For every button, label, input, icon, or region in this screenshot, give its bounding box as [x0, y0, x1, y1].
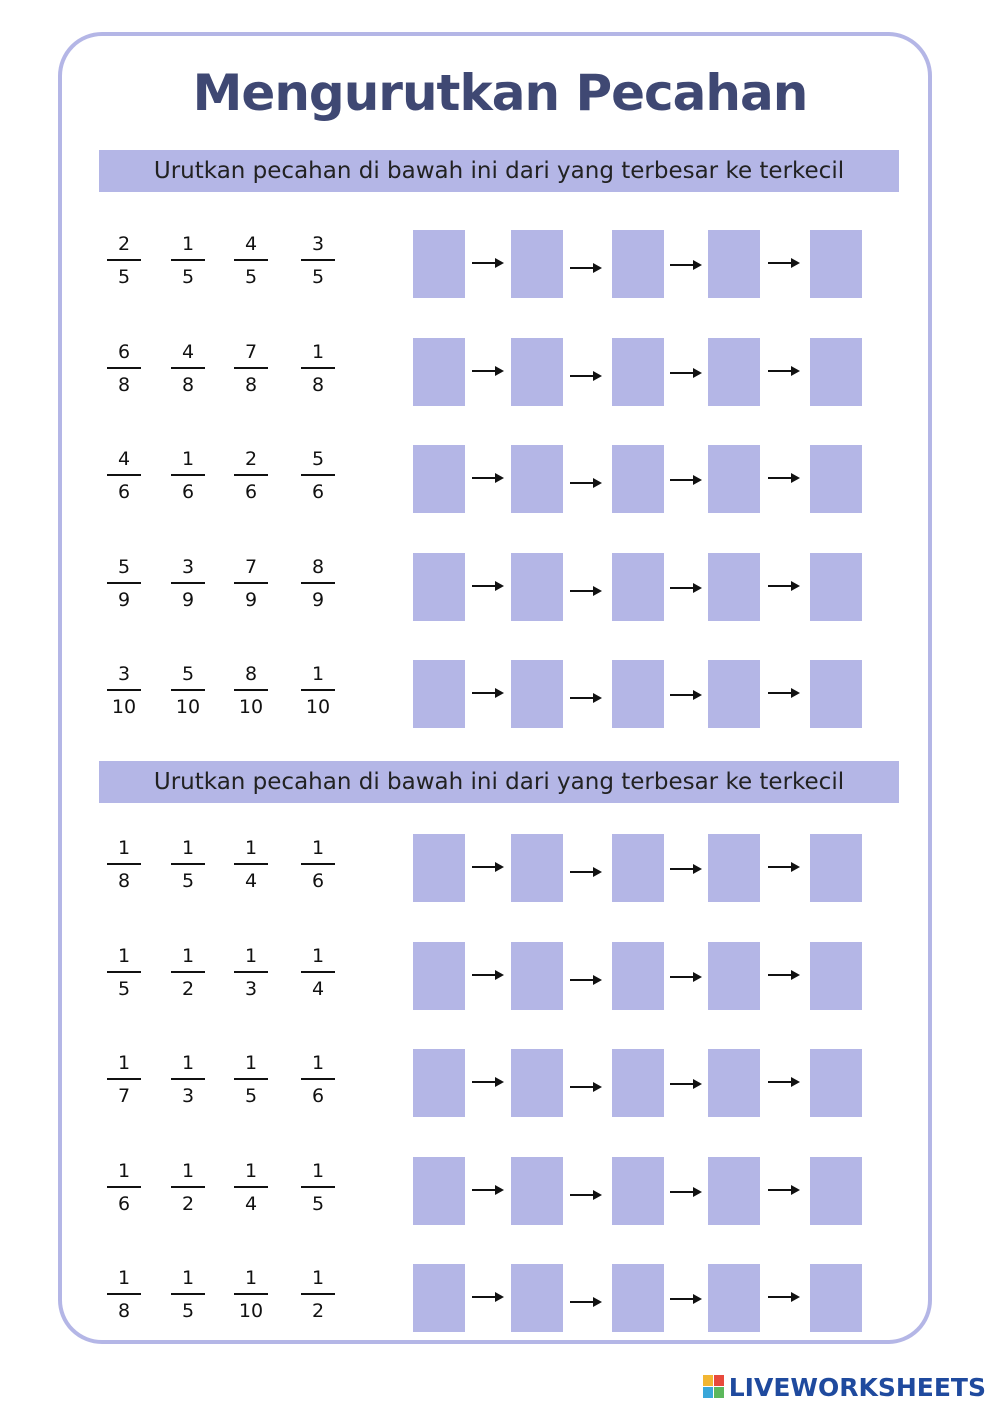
fraction-denominator: 8 [244, 374, 258, 396]
fraction-numerator: 8 [244, 663, 258, 685]
answer-box[interactable] [413, 338, 465, 406]
fraction-bar [171, 582, 205, 584]
fraction-denominator: 3 [244, 978, 258, 1000]
fraction-bar [301, 582, 335, 584]
arrow-right-icon [569, 974, 603, 986]
arrow-right-icon [669, 1078, 703, 1090]
fraction-bar [301, 1293, 335, 1295]
liveworksheets-logo [703, 1372, 986, 1402]
answer-box[interactable] [413, 660, 465, 728]
fraction [107, 555, 141, 612]
fraction [171, 1051, 205, 1108]
arrow-right-icon [669, 474, 703, 486]
fraction-denominator: 4 [244, 870, 258, 892]
answer-box[interactable] [708, 553, 760, 621]
answer-box[interactable] [708, 1264, 760, 1332]
fraction-bar [234, 259, 268, 261]
answer-box[interactable] [511, 338, 563, 406]
fraction-denominator: 2 [181, 1193, 195, 1215]
answer-box[interactable] [810, 660, 862, 728]
fraction-denominator: 9 [181, 589, 195, 611]
answer-box[interactable] [511, 230, 563, 298]
arrow-right-icon [767, 687, 801, 699]
fraction-numerator: 1 [244, 837, 258, 859]
answer-box[interactable] [612, 1264, 664, 1332]
arrow-right-icon [471, 969, 505, 981]
fraction-numerator: 1 [181, 945, 195, 967]
arrow-right-icon [569, 866, 603, 878]
fraction-denominator: 5 [244, 266, 258, 288]
fraction [234, 340, 268, 397]
fraction-bar [171, 863, 205, 865]
fraction-bar [171, 1078, 205, 1080]
answer-box[interactable] [511, 660, 563, 728]
fraction-denominator: 5 [311, 1193, 325, 1215]
fraction [301, 447, 335, 504]
fraction [171, 1159, 205, 1216]
fraction-numerator: 1 [244, 1160, 258, 1182]
fraction-bar [301, 474, 335, 476]
fraction-bar [107, 971, 141, 973]
fraction-denominator: 6 [117, 481, 131, 503]
fraction-numerator: 1 [117, 837, 131, 859]
fraction [171, 836, 205, 893]
fraction-bar [234, 1293, 268, 1295]
fraction-denominator: 6 [181, 481, 195, 503]
fraction [234, 944, 268, 1001]
page-title: Mengurutkan Pecahan [192, 64, 808, 122]
fraction [171, 555, 205, 612]
fraction [234, 1051, 268, 1108]
answer-box[interactable] [413, 1049, 465, 1117]
answer-box[interactable] [708, 660, 760, 728]
fraction-numerator: 1 [311, 1160, 325, 1182]
answer-box[interactable] [810, 1049, 862, 1117]
answer-box[interactable] [810, 1157, 862, 1225]
answer-box[interactable] [413, 1157, 465, 1225]
fraction-denominator: 3 [181, 1085, 195, 1107]
fraction-numerator: 1 [117, 1160, 131, 1182]
fraction-denominator: 8 [117, 870, 131, 892]
fraction-numerator: 5 [181, 663, 195, 685]
fraction-denominator: 5 [117, 266, 131, 288]
fraction-bar [234, 971, 268, 973]
arrow-right-icon [669, 971, 703, 983]
fraction [301, 340, 335, 397]
fraction [234, 1266, 268, 1323]
answer-box[interactable] [413, 230, 465, 298]
fraction [234, 662, 268, 719]
fraction-bar [234, 474, 268, 476]
fraction-numerator: 7 [244, 341, 258, 363]
answer-box[interactable] [708, 230, 760, 298]
arrow-right-icon [669, 1293, 703, 1305]
fraction-numerator: 3 [311, 233, 325, 255]
arrow-right-icon [471, 861, 505, 873]
fraction [301, 1159, 335, 1216]
arrow-right-icon [569, 262, 603, 274]
fraction [234, 836, 268, 893]
fraction [301, 232, 335, 289]
fraction-denominator: 5 [244, 1085, 258, 1107]
fraction-denominator: 10 [238, 696, 264, 718]
answer-box[interactable] [612, 1049, 664, 1117]
arrow-right-icon [569, 692, 603, 704]
arrow-right-icon [471, 687, 505, 699]
arrow-right-icon [669, 367, 703, 379]
fraction-bar [234, 689, 268, 691]
arrow-right-icon [767, 861, 801, 873]
fraction-bar [171, 474, 205, 476]
fraction-denominator: 8 [117, 1300, 131, 1322]
fraction-numerator: 1 [181, 448, 195, 470]
fraction-numerator: 7 [244, 556, 258, 578]
fraction-numerator: 1 [311, 837, 325, 859]
fraction-bar [107, 689, 141, 691]
fraction-numerator: 1 [181, 1160, 195, 1182]
arrow-right-icon [569, 585, 603, 597]
fraction-numerator: 1 [311, 341, 325, 363]
fraction-numerator: 5 [117, 556, 131, 578]
answer-box[interactable] [810, 553, 862, 621]
fraction [107, 836, 141, 893]
answer-box[interactable] [810, 338, 862, 406]
fraction-numerator: 2 [244, 448, 258, 470]
fraction [107, 944, 141, 1001]
fraction-bar [301, 367, 335, 369]
fraction-numerator: 1 [181, 1052, 195, 1074]
arrow-right-icon [471, 365, 505, 377]
fraction-numerator: 3 [181, 556, 195, 578]
answer-box[interactable] [708, 1049, 760, 1117]
arrow-right-icon [767, 365, 801, 377]
fraction-denominator: 10 [175, 696, 201, 718]
arrow-right-icon [767, 472, 801, 484]
arrow-right-icon [767, 1291, 801, 1303]
answer-box[interactable] [511, 1157, 563, 1225]
fraction [234, 447, 268, 504]
answer-box[interactable] [810, 942, 862, 1010]
fraction-denominator: 8 [117, 374, 131, 396]
fraction-numerator: 2 [117, 233, 131, 255]
answer-box[interactable] [810, 834, 862, 902]
fraction-denominator: 4 [244, 1193, 258, 1215]
fraction-denominator: 6 [311, 870, 325, 892]
fraction-bar [107, 582, 141, 584]
fraction-denominator: 5 [311, 266, 325, 288]
fraction-numerator: 5 [311, 448, 325, 470]
answer-box[interactable] [511, 1264, 563, 1332]
fraction-bar [171, 1186, 205, 1188]
answer-box[interactable] [511, 942, 563, 1010]
answer-box[interactable] [612, 1157, 664, 1225]
fraction-bar [301, 1186, 335, 1188]
fraction [234, 232, 268, 289]
fraction-numerator: 8 [311, 556, 325, 578]
fraction-numerator: 4 [181, 341, 195, 363]
fraction-bar [301, 1078, 335, 1080]
fraction-bar [301, 259, 335, 261]
answer-box[interactable] [612, 660, 664, 728]
fraction [171, 662, 205, 719]
arrow-right-icon [669, 689, 703, 701]
answer-box[interactable] [612, 553, 664, 621]
arrow-right-icon [471, 257, 505, 269]
fraction [301, 944, 335, 1001]
fraction-numerator: 1 [117, 1267, 131, 1289]
fraction-bar [107, 259, 141, 261]
fraction [301, 836, 335, 893]
arrow-right-icon [569, 1081, 603, 1093]
liveworksheets-logo-text: LIVEWORKSHEETS [728, 1372, 986, 1402]
fraction [301, 1266, 335, 1323]
fraction-denominator: 5 [181, 266, 195, 288]
fraction [301, 1051, 335, 1108]
fraction [107, 232, 141, 289]
answer-box[interactable] [810, 1264, 862, 1332]
fraction [107, 447, 141, 504]
arrow-right-icon [471, 1291, 505, 1303]
fraction-denominator: 6 [311, 481, 325, 503]
fraction-denominator: 6 [311, 1085, 325, 1107]
fraction-denominator: 4 [311, 978, 325, 1000]
fraction-bar [234, 863, 268, 865]
arrow-right-icon [669, 259, 703, 271]
arrow-right-icon [767, 580, 801, 592]
fraction-denominator: 9 [244, 589, 258, 611]
fraction-numerator: 1 [311, 1267, 325, 1289]
fraction-bar [301, 689, 335, 691]
answer-box[interactable] [413, 1264, 465, 1332]
section-1-instruction: Urutkan pecahan di bawah ini dari yang terbesar ke terkecil [99, 150, 899, 192]
answer-box[interactable] [612, 230, 664, 298]
fraction [107, 1159, 141, 1216]
fraction-numerator: 1 [311, 1052, 325, 1074]
answer-box[interactable] [511, 1049, 563, 1117]
answer-box[interactable] [413, 834, 465, 902]
arrow-right-icon [471, 1076, 505, 1088]
answer-box[interactable] [511, 553, 563, 621]
fraction [107, 1051, 141, 1108]
fraction-bar [234, 367, 268, 369]
answer-box[interactable] [708, 445, 760, 513]
fraction-bar [107, 863, 141, 865]
fraction-denominator: 5 [181, 870, 195, 892]
fraction-bar [107, 1293, 141, 1295]
fraction-bar [234, 1078, 268, 1080]
answer-box[interactable] [413, 553, 465, 621]
fraction-bar [301, 863, 335, 865]
fraction-denominator: 10 [238, 1300, 264, 1322]
arrow-right-icon [767, 1184, 801, 1196]
fraction-bar [171, 971, 205, 973]
arrow-right-icon [471, 472, 505, 484]
answer-box[interactable] [511, 445, 563, 513]
answer-box[interactable] [612, 338, 664, 406]
arrow-right-icon [767, 1076, 801, 1088]
fraction-bar [107, 367, 141, 369]
fraction-numerator: 1 [311, 663, 325, 685]
arrow-right-icon [669, 863, 703, 875]
fraction-denominator: 10 [111, 696, 137, 718]
fraction-bar [301, 971, 335, 973]
fraction-denominator: 8 [311, 374, 325, 396]
fraction-denominator: 6 [244, 481, 258, 503]
fraction-numerator: 1 [244, 945, 258, 967]
fraction [234, 555, 268, 612]
arrow-right-icon [569, 477, 603, 489]
fraction-denominator: 7 [117, 1085, 131, 1107]
fraction-denominator: 10 [305, 696, 331, 718]
fraction-bar [171, 367, 205, 369]
fraction-numerator: 1 [181, 1267, 195, 1289]
fraction [301, 555, 335, 612]
fraction-denominator: 2 [311, 1300, 325, 1322]
fraction [171, 447, 205, 504]
fraction-denominator: 8 [181, 374, 195, 396]
answer-box[interactable] [612, 445, 664, 513]
fraction-denominator: 9 [311, 589, 325, 611]
answer-box[interactable] [810, 230, 862, 298]
fraction-numerator: 4 [244, 233, 258, 255]
fraction [171, 232, 205, 289]
answer-box[interactable] [708, 942, 760, 1010]
fraction [107, 340, 141, 397]
fraction [107, 662, 141, 719]
fraction [171, 944, 205, 1001]
fraction-bar [234, 1186, 268, 1188]
answer-box[interactable] [612, 942, 664, 1010]
fraction-bar [171, 1293, 205, 1295]
fraction-numerator: 1 [244, 1052, 258, 1074]
liveworksheets-logo-icon [703, 1375, 725, 1399]
fraction-numerator: 1 [311, 945, 325, 967]
section-2-instruction: Urutkan pecahan di bawah ini dari yang terbesar ke terkecil [99, 761, 899, 803]
fraction-numerator: 3 [117, 663, 131, 685]
answer-box[interactable] [612, 834, 664, 902]
arrow-right-icon [767, 969, 801, 981]
fraction [107, 1266, 141, 1323]
answer-box[interactable] [511, 834, 563, 902]
arrow-right-icon [669, 582, 703, 594]
arrow-right-icon [569, 1189, 603, 1201]
fraction-bar [171, 689, 205, 691]
fraction-numerator: 6 [117, 341, 131, 363]
arrow-right-icon [569, 370, 603, 382]
answer-box[interactable] [810, 445, 862, 513]
fraction-numerator: 1 [244, 1267, 258, 1289]
answer-box[interactable] [708, 834, 760, 902]
arrow-right-icon [471, 580, 505, 592]
fraction-bar [107, 474, 141, 476]
fraction-bar [107, 1078, 141, 1080]
fraction [171, 1266, 205, 1323]
fraction-numerator: 1 [181, 837, 195, 859]
arrow-right-icon [471, 1184, 505, 1196]
answer-box[interactable] [413, 942, 465, 1010]
fraction-bar [234, 582, 268, 584]
answer-box[interactable] [708, 338, 760, 406]
fraction [171, 340, 205, 397]
fraction-bar [107, 1186, 141, 1188]
arrow-right-icon [767, 257, 801, 269]
fraction-numerator: 1 [117, 945, 131, 967]
fraction [234, 1159, 268, 1216]
fraction-bar [171, 259, 205, 261]
answer-box[interactable] [708, 1157, 760, 1225]
answer-box[interactable] [413, 445, 465, 513]
arrow-right-icon [669, 1186, 703, 1198]
fraction-denominator: 5 [181, 1300, 195, 1322]
fraction-denominator: 5 [117, 978, 131, 1000]
fraction-denominator: 6 [117, 1193, 131, 1215]
fraction-denominator: 2 [181, 978, 195, 1000]
fraction-numerator: 1 [117, 1052, 131, 1074]
fraction-denominator: 9 [117, 589, 131, 611]
fraction-numerator: 4 [117, 448, 131, 470]
arrow-right-icon [569, 1296, 603, 1308]
fraction-numerator: 1 [181, 233, 195, 255]
fraction [301, 662, 335, 719]
